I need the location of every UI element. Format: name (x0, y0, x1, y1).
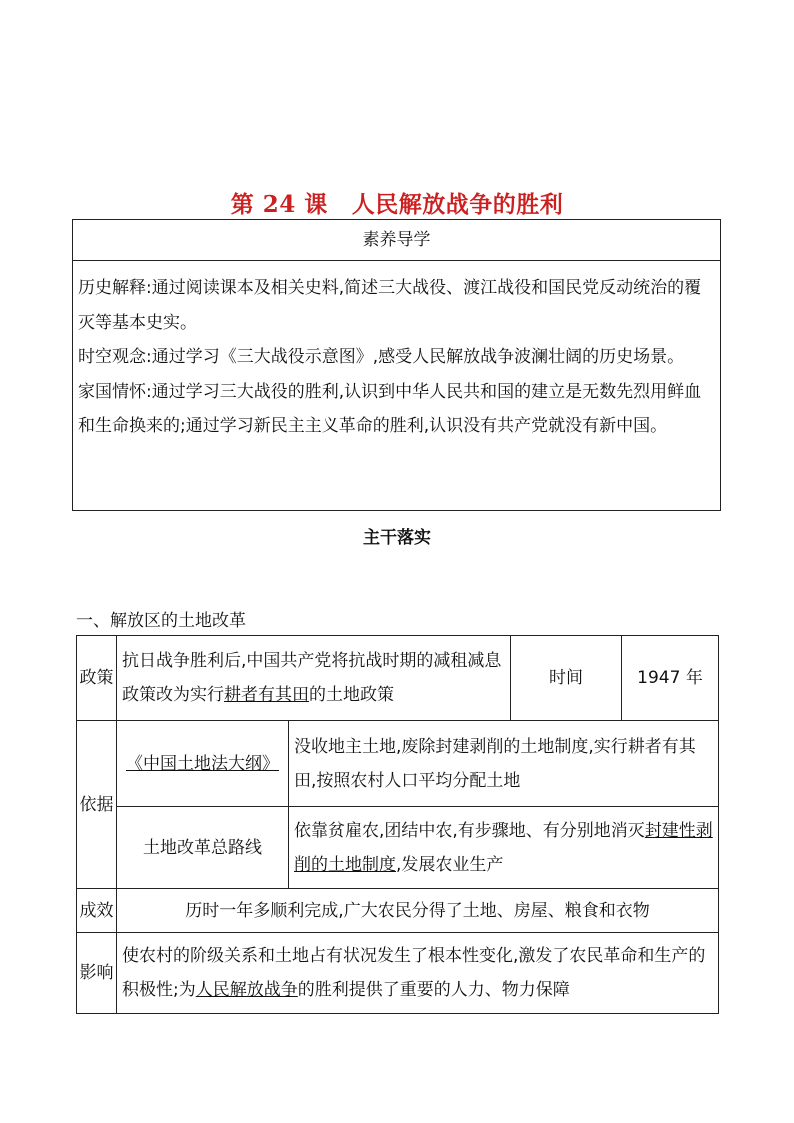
guide-spacetime-concept: 时空观念:通过学习《三大战役示意图》,感受人民解放战争波澜壮阔的历史场景。 (78, 347, 685, 367)
outline-name: 《中国土地法大纲》 (126, 753, 279, 774)
route-keyword: 封建性剥削的土地制度 (294, 820, 713, 875)
table-row-route (77, 807, 719, 889)
policy-keyword: 耕者有其田 (224, 685, 309, 705)
lesson-title (0, 186, 794, 219)
time-value: 1947 年 (622, 636, 719, 721)
guide-body (73, 261, 720, 444)
guide-patriotism: 家国情怀:通过学习三大战役的胜利,认识到中华人民共和国的建立是无数先烈用鲜血和生命换来的;通过学习新民主主义革命的胜利,认识没有共产党就没有新中国。 (78, 381, 702, 436)
outline-text: 没收地主土地,废除封建剥削的土地制度,实行耕者有其田,按照农村人口平均分配土地 (289, 721, 719, 807)
guide-history-interpretation: 历史解释:通过阅读课本及相关史料,简述三大战役、渡江战役和国民党反动统治的覆灭等基本史实。 (78, 278, 702, 333)
lesson-name: 人民解放战争的胜利 (351, 191, 564, 218)
literacy-guide-box (72, 219, 721, 511)
land-reform-table (76, 635, 719, 1014)
impact-label: 影响 (77, 933, 117, 1014)
table-row-outline (77, 721, 719, 807)
impact-keyword: 人民解放战争 (195, 980, 298, 1000)
guide-heading: 素养导学 (73, 220, 720, 261)
result-text: 历时一年多顺利完成,广大农民分得了土地、房屋、粮食和衣物 (117, 889, 719, 933)
time-label: 时间 (511, 636, 622, 721)
route-cell: 依靠贫雇农,团结中农,有步骤地、有分别地消灭封建性剥削的土地制度,发展农业生产 (289, 807, 719, 889)
impact-cell: 使农村的阶级关系和土地占有状况发生了根本性变化,激发了农民革命和生产的积极性;为人民解放战争的胜利提供了重要的人力、物力保障 (117, 933, 719, 1014)
table-row-result (77, 889, 719, 933)
section-title: 主干落实 (363, 528, 431, 548)
subsection-title: 一、解放区的土地改革 (76, 611, 246, 631)
table-row-policy (77, 636, 719, 721)
route-name: 土地改革总路线 (117, 807, 289, 889)
result-label: 成效 (77, 889, 117, 933)
lesson-number: 第 24 课 (230, 191, 328, 218)
table-row-impact (77, 933, 719, 1014)
basis-label: 依据 (77, 721, 117, 889)
policy-cell: 抗日战争胜利后,中国共产党将抗战时期的减租减息政策改为实行耕者有其田的土地政策 (117, 636, 511, 721)
outline-name-cell (117, 721, 289, 807)
policy-label: 政策 (77, 636, 117, 721)
